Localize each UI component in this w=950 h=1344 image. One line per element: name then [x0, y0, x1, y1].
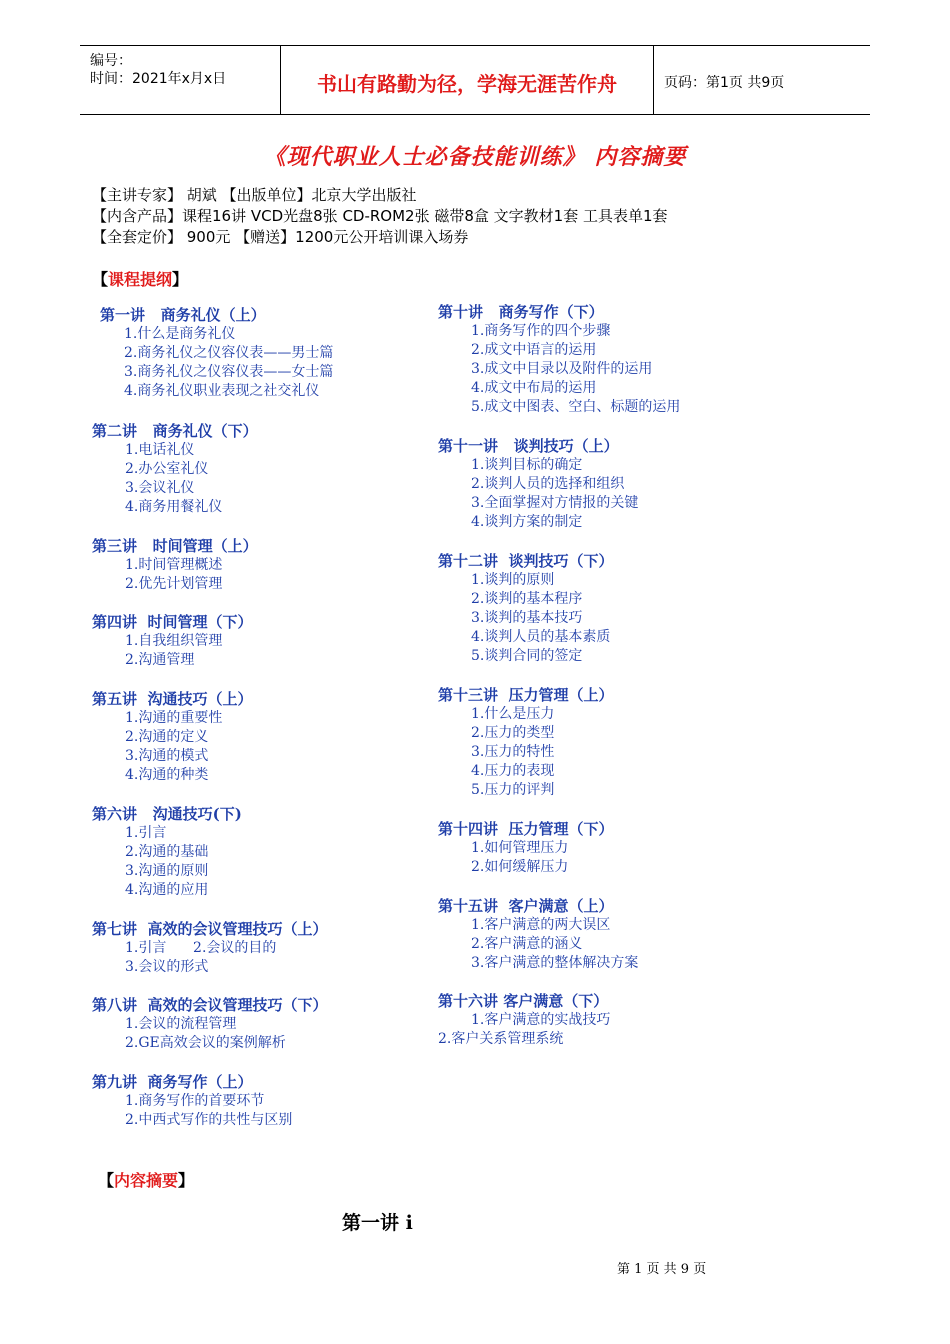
lecture-item: 2.沟通的基础: [125, 844, 209, 860]
lecture-title: 第十讲 商务写作（下）: [438, 303, 604, 321]
lecture-title: 第十六讲 客户满意（下）: [438, 992, 609, 1010]
lecture-15: [438, 896, 638, 973]
lecture-item: 4.谈判方案的制定: [471, 514, 583, 530]
lecture-item: 3.沟通的模式: [125, 748, 209, 764]
lecture-item: 1.谈判目标的确定: [471, 457, 583, 473]
lecture-1: [100, 305, 333, 401]
lecture-item: 1.电话礼仪: [125, 442, 195, 458]
summary-heading-text: 内容摘要: [114, 1171, 179, 1190]
lecture-title: 第十五讲 客户满意（上）: [438, 897, 614, 915]
lecture-item: 3.成文中目录以及附件的运用: [471, 361, 653, 377]
lecture-item: 4.谈判人员的基本素质: [471, 629, 611, 645]
header-motto-cell: [281, 46, 654, 114]
lecture-6: [92, 804, 242, 900]
lecture-item: 4.商务用餐礼仪: [125, 499, 223, 515]
lecture-item: 1.引言 2.会议的目的: [125, 940, 277, 956]
lecture-item: 5.谈判合同的签定: [471, 648, 583, 664]
bracket-open: 【: [98, 1171, 115, 1190]
info-line-products: 【内含产品】课程16讲 VCD光盘8张 CD-ROM2张 磁带8盒 文字教材1套 工具表单1套: [92, 207, 668, 225]
info-line-expert: 【主讲专家】 胡斌 【出版单位】北京大学出版社: [92, 186, 417, 204]
page-header: [80, 45, 870, 115]
lecture-item: 1.商务写作的首要环节: [125, 1093, 265, 1109]
lecture-title: 第八讲 高效的会议管理技巧（下）: [92, 996, 328, 1014]
lecture-14: [438, 819, 613, 877]
lecture-item: 1.如何管理压力: [471, 840, 569, 856]
lecture-item: 5.压力的评判: [471, 782, 555, 798]
lecture-item: 2.压力的类型: [471, 725, 555, 741]
lecture-item: 3.商务礼仪之仪容仪表——女士篇: [124, 364, 334, 380]
lecture-item: 2.客户满意的涵义: [471, 936, 583, 952]
lecture-title: 第二讲 商务礼仪（下）: [92, 422, 258, 440]
lecture-item: 1.什么是商务礼仪: [124, 326, 236, 342]
lecture-title: 第一讲 商务礼仪（上）: [100, 306, 266, 324]
lecture-5: [92, 689, 252, 785]
lecture-title: 第三讲 时间管理（上）: [92, 537, 258, 555]
lecture-item: 2.沟通管理: [125, 652, 195, 668]
lecture-title: 第四讲 时间管理（下）: [92, 613, 253, 631]
lecture-title: 第十二讲 谈判技巧（下）: [438, 552, 614, 570]
lecture-item: 2.中西式写作的共性与区别: [125, 1112, 293, 1128]
footer-page-number: 第 1 页 共 9 页: [617, 1262, 707, 1277]
lecture-title: 第十四讲 压力管理（下）: [438, 820, 614, 838]
code-label: 编号：: [90, 53, 132, 69]
lecture-item: 2.办公室礼仪: [125, 461, 209, 477]
lecture-16: [438, 991, 610, 1049]
lecture-item: 1.客户满意的实战技巧: [471, 1012, 611, 1028]
outline-heading-text: 课程提纲: [108, 270, 173, 289]
lecture-item: 3.全面掌握对方情报的关键: [471, 495, 639, 511]
lecture-item: 1.客户满意的两大误区: [471, 917, 611, 933]
outline-heading: [92, 267, 188, 290]
lecture-item: 4.压力的表现: [471, 763, 555, 779]
lecture-item: 4.沟通的应用: [125, 882, 209, 898]
lecture-item: 2.成文中语言的运用: [471, 342, 597, 358]
lecture-4: [92, 612, 252, 670]
lecture-13: [438, 685, 613, 800]
lecture-item: 2.GE高效会议的案例解析: [125, 1035, 286, 1051]
lecture-item: 2.商务礼仪之仪容仪表——男士篇: [124, 345, 334, 361]
time-label: 时间：2021年x月x日: [90, 71, 227, 87]
lecture-10: [438, 302, 680, 417]
lecture-item: 2.客户关系管理系统: [438, 1031, 564, 1047]
lecture-item: 2.沟通的定义: [125, 729, 209, 745]
body-lecture-heading: 第一讲 i: [342, 1212, 413, 1234]
lecture-item: 3.压力的特性: [471, 744, 555, 760]
lecture-12: [438, 551, 613, 666]
lecture-item: 4.成文中布局的运用: [471, 380, 597, 396]
lecture-item: 1.沟通的重要性: [125, 710, 223, 726]
summary-heading: [98, 1168, 194, 1191]
lecture-9: [92, 1072, 292, 1130]
lecture-item: 1.会议的流程管理: [125, 1016, 237, 1032]
lecture-7: [92, 919, 327, 977]
lecture-item: 4.商务礼仪职业表现之社交礼仪: [124, 383, 320, 399]
motto: 书山有路勤为径，学海无涯苦作舟: [317, 72, 617, 96]
lecture-2: [92, 421, 258, 517]
lecture-title: 第九讲 商务写作（上）: [92, 1073, 253, 1091]
page-label: 页码：第1页 共9页: [664, 75, 785, 91]
bracket-open: 【: [92, 270, 109, 289]
lecture-item: 2.优先计划管理: [125, 576, 223, 592]
lecture-item: 3.谈判的基本技巧: [471, 610, 583, 626]
bracket-close: 】: [178, 1171, 195, 1190]
lecture-item: 3.客户满意的整体解决方案: [471, 955, 639, 971]
lecture-title: 第五讲 沟通技巧（上）: [92, 690, 253, 708]
lecture-item: 1.什么是压力: [471, 706, 555, 722]
lecture-item: 5.成文中图表、空白、标题的运用: [471, 399, 681, 415]
lecture-item: 1.自我组织管理: [125, 633, 223, 649]
lecture-11: [438, 436, 638, 532]
lecture-item: 2.谈判的基本程序: [471, 591, 583, 607]
lecture-item: 1.商务写作的四个步骤: [471, 323, 611, 339]
lecture-item: 3.沟通的原则: [125, 863, 209, 879]
lecture-title: 第十三讲 压力管理（上）: [438, 686, 614, 704]
lecture-title: 第六讲 沟通技巧(下): [92, 805, 242, 823]
info-line-price: 【全套定价】 900元 【赠送】1200元公开培训课入场券: [92, 228, 469, 246]
lecture-title: 第七讲 高效的会议管理技巧（上）: [92, 920, 328, 938]
lecture-item: 3.会议的形式: [125, 959, 209, 975]
lecture-title: 第十一讲 谈判技巧（上）: [438, 437, 619, 455]
document-title: 《现代职业人士必备技能训练》 内容摘要: [263, 144, 687, 170]
lecture-item: 1.时间管理概述: [125, 557, 223, 573]
lecture-item: 2.谈判人员的选择和组织: [471, 476, 625, 492]
lecture-item: 1.引言: [125, 825, 167, 841]
lecture-item: 2.如何缓解压力: [471, 859, 569, 875]
bracket-close: 】: [172, 270, 189, 289]
lecture-item: 1.谈判的原则: [471, 572, 555, 588]
lecture-3: [92, 536, 258, 594]
lecture-item: 3.会议礼仪: [125, 480, 195, 496]
header-meta-cell: [80, 46, 281, 114]
lecture-item: 4.沟通的种类: [125, 767, 209, 783]
lecture-8: [92, 995, 327, 1053]
header-page-cell: [654, 46, 870, 114]
